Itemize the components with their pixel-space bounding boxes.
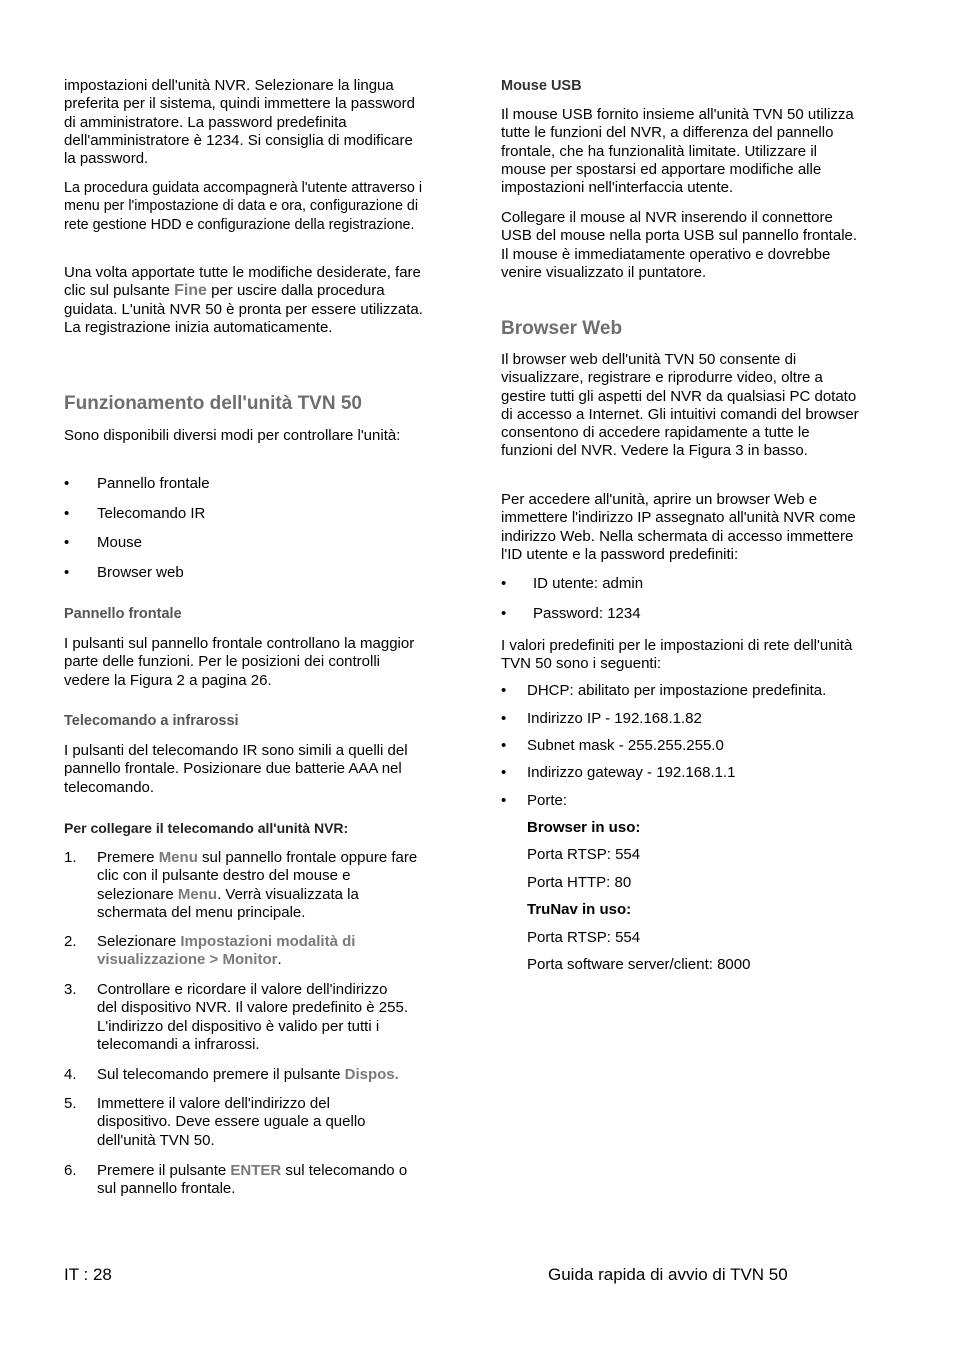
front-panel-text: I pulsanti sul pannello frontale controllano la maggior parte delle funzioni. Per le posizioni dei controlli vedere la Figura 2 a pagina 26.: [64, 635, 415, 689]
section-intro: Sono disponibili diversi modi per controllare l'unità:: [64, 427, 401, 444]
ports-trunav-server: Porta software server/client: 8000: [527, 956, 751, 973]
mouse-heading: Mouse USB: [501, 78, 582, 94]
mouse-paragraph-2: Collegare il mouse al NVR inserendo il connettore USB del mouse nella porta USB sul pannello frontale. Il mouse è immediatamente operativo e dovrebbe venire visualizzato il puntatore.: [501, 209, 858, 281]
fine-keyword: Fine: [174, 282, 207, 300]
page-number: IT : 28: [64, 1265, 112, 1284]
network-intro: I valori predefiniti per le impostazioni di rete dell'unità TVN 50 sono i seguenti:: [501, 637, 853, 673]
intro-paragraph-2: La procedura guidata accompagnerà l'utente attraverso i menu per l'impostazione di data e ora, configurazione di rete gestione HDD e configurazione della registrazione.: [64, 180, 422, 233]
ports-trunav-label: TruNav in uso:: [527, 901, 632, 918]
browser-paragraph-1: Il browser web dell'unità TVN 50 consente di visualizzare, registrare e riprodurre video, oltre a gestire tutti gli aspetti del NVR da qualsiasi PC dotato di accesso a Internet. Gli intuitivi comandi del browser consentono di accedere rapidamente a tutte le funzioni del NVR. Vedere la Figura 3 in basso.: [501, 351, 859, 460]
mouse-paragraph-1: Il mouse USB fornito insieme all'unità TVN 50 utilizza tutte le funzioni del NVR, a differenza del pannello frontale, che ha funzionalità limitate. Utilizzare il mouse per spostarsi ed apportare modifiche alle impostazioni nell'interfaccia utente.: [501, 106, 854, 197]
ports-browser-rtsp: Porta RTSP: 554: [527, 846, 641, 863]
ir-text: I pulsanti del telecomando IR sono simili a quelli del pannello frontale. Posizionare due batterie AAA nel telecomando.: [64, 742, 408, 796]
document-title: Guida rapida di avvio di TVN 50: [548, 1265, 788, 1284]
ports-trunav-rtsp: Porta RTSP: 554: [527, 929, 641, 946]
ports-browser-http: Porta HTTP: 80: [527, 874, 632, 891]
ir-heading: Telecomando a infrarossi: [64, 713, 239, 729]
connect-heading: Per collegare il telecomando all'unità NVR:: [64, 820, 349, 836]
intro-paragraph-1: impostazioni dell'unità NVR. Selezionare la lingua preferita per il sistema, quindi immettere la password di amministratore. La password predefinita dell'amministratore è 1234. Si consiglia di modificare la password.: [64, 77, 415, 168]
section-title-operation: Funzionamento dell'unità TVN 50: [64, 393, 362, 414]
ports-browser-label: Browser in uso:: [527, 819, 641, 836]
front-panel-heading: Pannello frontale: [64, 606, 182, 622]
browser-paragraph-2: Per accedere all'unità, aprire un browser Web e immettere l'indirizzo IP assegnato all'unità NVR come indirizzo Web. Nella schermata di accesso immettere l'ID utente e la password predefiniti:: [501, 491, 856, 563]
intro-paragraph-3: Una volta apportate tutte le modifiche desiderate, fare clic sul pulsante Fine per uscire dalla procedura guidata. L'unità NVR 50 è pronta per essere utilizzata. La registrazione inizia automaticamente.: [64, 264, 423, 336]
section-title-browser: Browser Web: [501, 318, 623, 339]
